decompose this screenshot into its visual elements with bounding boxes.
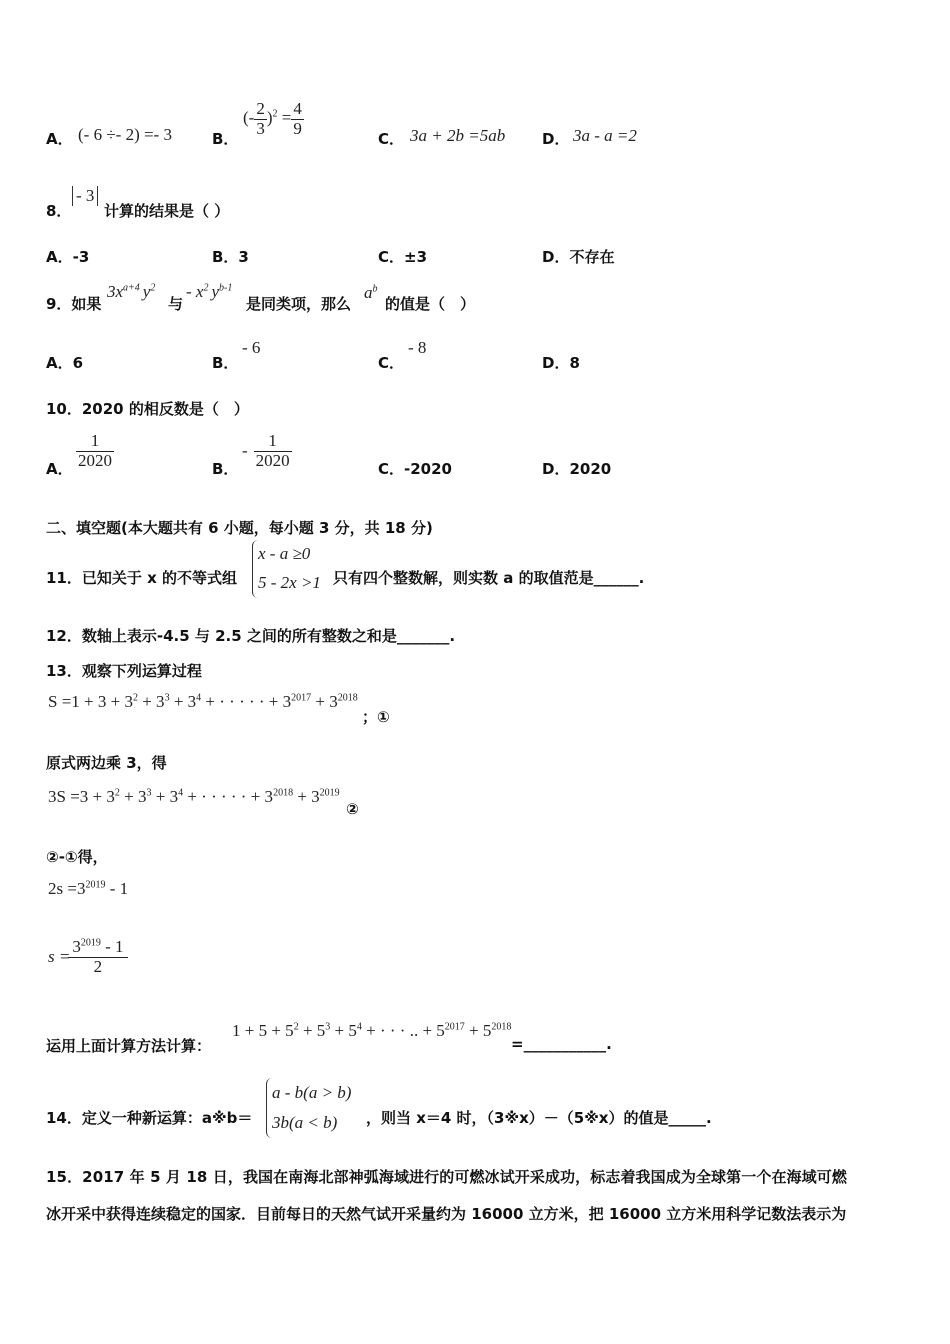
q9-option-c-value: - 8 [408,338,427,357]
q9-option-c-label: C． [378,354,405,372]
q7-option-d-label: D． [542,130,570,148]
q9-option-a: A．6 [46,354,84,372]
q13-text2: 原式两边乘 3，得 [46,754,167,772]
q9-option-b-label: B． [212,354,239,372]
q9-term1: $3x^{a+4}$ $y^2$ [107,282,156,301]
q9-term2: - $x^2$ $y^{b-1}$ [186,282,233,301]
q10-option-d: D．2020 [542,460,612,478]
q13-text4: 运用上面计算方法计算： [46,1037,212,1055]
q13-mark-1: ；① [362,708,390,726]
q7-option-a-expr: (- 6 ÷- 2) =- 3 [78,125,172,144]
q10-option-c: C．-2020 [378,460,452,478]
q8-option-d: D．不存在 [542,248,615,266]
q14-post: ，则当 x＝4 时，（3※x）－（5※x）的值是_____. [366,1109,712,1127]
q10-option-b-frac: - $\frac{1}{2020}$ [242,431,290,470]
q9-number: 9．如果 [46,295,102,313]
q15-line2: 冰开采中获得连续稳定的国家．目前每日的天然气试开采量约为 16000 立方米，把 16000 立方米用科学记数法表示为 [46,1205,847,1223]
q14-pre: 14．定义一种新运算：a※b＝ [46,1109,253,1127]
q12-text: 12．数轴上表示-4.5 与 2.5 之间的所有整数之和是_______. [46,627,456,645]
q7-option-b-label: B． [212,130,239,148]
q13-eq5: $1 + 5 + 5^2 + 5^3 + 5^4$ + · · · .. + $5^{2017} + 5^{2018}$ [232,1021,512,1040]
q10-option-a-label: A． [46,460,73,478]
q13-mark-2: ② [346,800,359,818]
q8-abs-expr: - 3 [72,186,98,206]
q7-option-a-label: A． [46,130,73,148]
q13-eq4: s = $\frac{3^{2019} - 1}{2}$ [48,938,126,976]
q7-option-c-expr: 3a + 2b =5ab [410,126,506,145]
q10-option-a-frac: $\frac{1}{2020}$ [78,431,112,470]
q7-option-d-expr: 3a - a =2 [573,126,637,145]
q11-system: x - a ≥0 5 - 2x >1 [252,540,321,598]
q13-title: 13．观察下列运算过程 [46,662,202,680]
q9-a-power-b: $a^b$ [364,283,378,302]
q11-post: 只有四个整数解，则实数 a 的取值范是______. [333,569,645,587]
q8-text: 计算的结果是（ ） [104,202,230,220]
q9-end: 的值是（ ） [385,295,476,313]
q7-option-c-label: C． [378,130,405,148]
q9-option-d: D．8 [542,354,580,372]
q15-line1: 15．2017 年 5 月 18 日，我国在南海北部神弧海域进行的可燃冰试开采成功，标志着我国成为全球第一个在海域可燃 [46,1168,847,1186]
q9-tail: 是同类项，那么 [246,295,352,313]
q8-number: 8． [46,202,72,220]
q13-eq2: $3S =3 + 3^2 + 3^3 + 3^4$ + · · · · · + $3^{2018} + 3^{2019}$ [48,787,340,806]
q9-with: 与 [168,295,184,313]
q14-piecewise: a - b(a > b) 3b(a < b) [266,1078,351,1138]
q11-pre: 11．已知关于 x 的不等式组 [46,569,237,587]
q13-eq3: $2s =3^{2019} - 1$ [48,879,129,898]
q7-option-b-expr: (- $\frac{2}{3}$ )$^2$ = $\frac{4}{9}$ [243,99,302,138]
q8-option-b: B．3 [212,248,249,266]
q10-text: 10．2020 的相反数是（ ） [46,400,249,418]
q8-option-c: C．±3 [378,248,428,266]
q8-option-a: A．-3 [46,248,90,266]
q13-eq1: $S =1 + 3 + 3^2 + 3^3 + 3^4$ + · · · · · + $3^{2017} + 3^{2018}$ [48,692,358,711]
section-2-heading: 二、填空题(本大题共有 6 小题，每小题 3 分，共 18 分) [46,519,433,537]
q10-option-b-label: B． [212,460,239,478]
q9-option-b-value: - 6 [242,338,261,357]
q7-option-a [46,128,73,149]
q13-text3: ②-①得， [46,848,108,866]
q13-answer-blank: =___________. [511,1035,612,1053]
